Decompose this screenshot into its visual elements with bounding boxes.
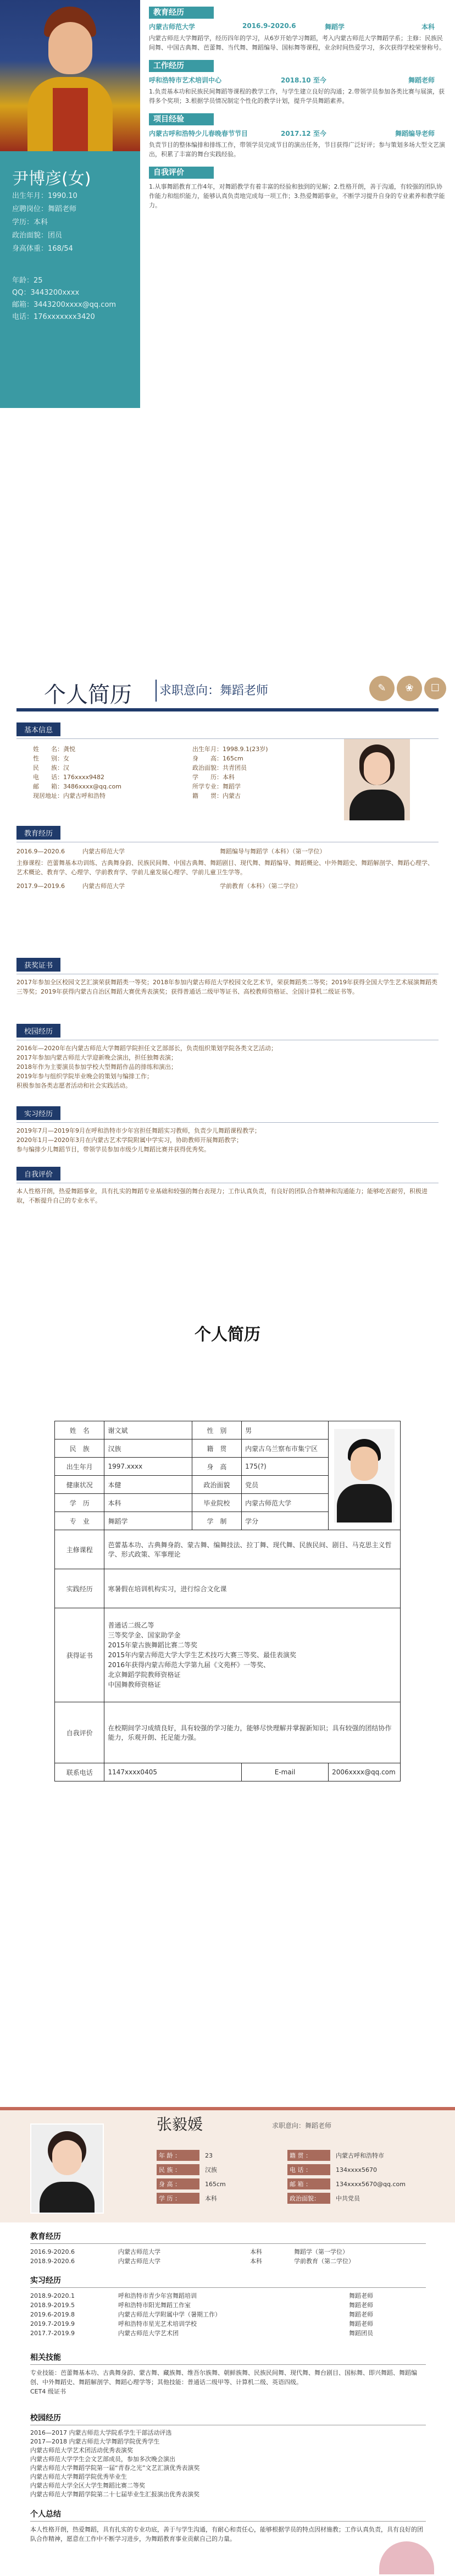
info-value: 134xxxx5670@qq.com bbox=[336, 2180, 406, 2188]
cell-label: 实践经历 bbox=[55, 1569, 104, 1608]
project-name: 内蒙古呼和浩特少儿春晚春节节目 bbox=[149, 130, 248, 137]
section-header-self: 自我评价 bbox=[149, 167, 214, 179]
section-header-summary: 个人总结 bbox=[30, 2510, 61, 2519]
edu-major: 舞蹈编导与舞蹈学（本科）（第一学位） bbox=[220, 848, 326, 855]
info-value: 134xxxx5670 bbox=[336, 2166, 378, 2174]
edu-date: 2017.9—2019.6 bbox=[16, 882, 65, 890]
table-row bbox=[55, 1608, 401, 1702]
basic-email: 邮 箱：3486xxxx@qq.com bbox=[33, 783, 121, 790]
edu-major: 舞蹈学（第一学位） bbox=[294, 2248, 348, 2255]
cell-value: 男 bbox=[242, 1421, 329, 1439]
skills-desc: 专业技能：芭蕾舞基本功、古典舞身韵、蒙古舞、藏族舞、维吾尔族舞、朝鲜族舞、民族民间舞、现代舞、舞台剧目、国标舞、即兴舞蹈、舞蹈编创、中外舞蹈史、舞蹈解剖学、舞蹈心理学等；其他技能：普通话二级甲等、计算机二级、英语四级。 bbox=[30, 2369, 417, 2386]
basic-phone: 电 话：176xxxx9482 bbox=[33, 774, 105, 781]
intern-date: 2018.9-2020.1 bbox=[30, 2292, 75, 2299]
intern-section bbox=[30, 2275, 426, 2338]
info-row bbox=[157, 2163, 431, 2177]
date: 2017.12 至今 bbox=[281, 130, 326, 137]
intern-org: 呼和浩特市阳光舞蹈工作室 bbox=[118, 2302, 191, 2309]
info-item: 出生年月：1990.10 bbox=[12, 192, 77, 200]
campus-item: 积极参加各类志愿者活动和社会实践活动。 bbox=[16, 1082, 131, 1089]
info-label: 电 话 ： bbox=[287, 2164, 330, 2175]
info-grid bbox=[157, 2148, 431, 2205]
date: 2018.10 至今 bbox=[281, 76, 326, 84]
info-value: 内蒙古呼和浩特市 bbox=[336, 2152, 384, 2159]
cell-label: 毕业院校 bbox=[192, 1494, 241, 1512]
intern-role: 舞蹈老师 bbox=[349, 2311, 373, 2318]
practice-item: 参与编排少儿舞蹈节目，带领学员参加市级少儿舞蹈比赛并获得优秀奖。 bbox=[16, 1146, 210, 1153]
cell-label: 籍 贯 bbox=[192, 1439, 241, 1458]
cell-value: 舞蹈学 bbox=[104, 1512, 192, 1530]
campus-item: 内蒙古师范大学舞蹈学院第一届“青春之光”文艺汇演优秀表演奖 bbox=[30, 2464, 200, 2472]
table-row bbox=[55, 1530, 401, 1569]
intern-date: 2019.6-2019.8 bbox=[30, 2311, 75, 2318]
cert-desc: 2017年参加全区校园文艺汇演荣获舞蹈类一等奖；2018年参加内蒙古师范大学校园文化艺术节，荣获舞蹈类二等奖；2019年获得全国大学生艺术展演舞蹈类三等奖；2019年获得内蒙古自治区舞蹈大赛优秀表演奖；获得普通话二级甲等证书、高校教师资格证、全国计算机二级证书等。 bbox=[16, 979, 437, 995]
basic-gender: 性 别：女 bbox=[33, 755, 69, 762]
resume-4-name: 张毅媛 bbox=[157, 2115, 203, 2133]
edu-date: 2018.9-2020.6 bbox=[30, 2258, 75, 2265]
education-desc: 主修课程：芭蕾舞基本功训练、古典舞身韵、民族民间舞、中国古典舞、舞蹈剧目、现代舞、舞蹈编导、舞蹈概论、中外舞蹈史、舞蹈解剖学、舞蹈心理学、艺术概论、教育学、心理学、学前教育学、学前儿童发展心理学、学前儿童卫生学等。 bbox=[16, 859, 434, 876]
intern-date: 2019.7-2019.9 bbox=[30, 2320, 75, 2327]
personal-info-list bbox=[12, 190, 133, 256]
work-desc: 1.负责基本功和民族民间舞蹈等课程的教学工作，与学生建立良好的沟通；2.带领学员参加各类比赛与展演，获得多个奖项；3.根据学员情况制定个性化的教学计划，提升学员舞蹈素养。 bbox=[149, 88, 445, 104]
resume-2 bbox=[0, 408, 455, 1244]
cell-value: 1147xxxx0405 bbox=[104, 1763, 242, 1781]
info-label: 民 族 ： bbox=[157, 2164, 199, 2175]
cell-value: 汉族 bbox=[104, 1439, 192, 1458]
cell-label: 性 别 bbox=[192, 1421, 241, 1439]
edu-major: 学前教育（第二学位） bbox=[294, 2258, 354, 2265]
section-header-practice: 实习经历 bbox=[16, 1106, 60, 1120]
section-rule bbox=[30, 2287, 426, 2288]
photo-face bbox=[48, 22, 92, 74]
section-header-work: 工作经历 bbox=[149, 60, 214, 72]
intern-org: 呼和浩特市星光艺术培训学校 bbox=[118, 2320, 197, 2327]
table-row bbox=[55, 1569, 401, 1608]
section-rule bbox=[30, 2243, 426, 2244]
intern-row bbox=[30, 2291, 426, 2301]
award-item: 北京舞蹈学院教师资格证 bbox=[108, 1671, 181, 1679]
award-item: 2015年蒙古族舞蹈比赛二等奖 bbox=[108, 1641, 198, 1649]
section-rule bbox=[30, 2364, 426, 2365]
self-section bbox=[16, 1167, 439, 1205]
cell-value: 内蒙古乌兰察布市集宁区 bbox=[242, 1439, 329, 1458]
table-row bbox=[55, 1421, 401, 1439]
info-label: 邮 箱 ： bbox=[287, 2178, 330, 2189]
profile-photo bbox=[0, 0, 140, 151]
award-item: 三等奖学金、国家助学金 bbox=[108, 1631, 181, 1639]
intern-date: 2018.9-2019.5 bbox=[30, 2302, 75, 2309]
info-label: 身 高 ： bbox=[157, 2178, 199, 2189]
table-row bbox=[55, 1702, 401, 1763]
cell-value: 党员 bbox=[242, 1476, 329, 1494]
info-item: 学历：本科 bbox=[12, 218, 48, 227]
practice-item: 2019年7月—2019年9月在呼和浩特市少年宫担任舞蹈实习教师，负责少儿舞蹈课程教学； bbox=[16, 1127, 260, 1134]
section-rule bbox=[30, 2521, 426, 2522]
school: 内蒙古师范大学 bbox=[149, 23, 196, 31]
project-row bbox=[149, 129, 446, 138]
basic-politic: 政治面貌：共青团员 bbox=[192, 764, 247, 771]
resume-1-sidebar bbox=[0, 0, 140, 408]
resume-table bbox=[54, 1421, 401, 1781]
section-header-project: 项目经验 bbox=[149, 113, 214, 125]
campus-item: 2019年参与组织学院毕业晚会的策划与编排工作； bbox=[16, 1073, 153, 1080]
cell-label: 学 历 bbox=[55, 1494, 104, 1512]
degree: 本科 bbox=[421, 23, 435, 31]
intern-org: 内蒙古师范大学艺术团 bbox=[118, 2330, 179, 2337]
campus-item: 内蒙古师范大学舞蹈学院第二十七届毕业生汇报演出优秀表演奖 bbox=[30, 2491, 199, 2498]
basic-birth: 出生年月：1998.9.1(23岁) bbox=[192, 746, 268, 753]
contact-item: 年龄：25 bbox=[12, 277, 43, 285]
summary-desc: 本人性格开朗，热爱舞蹈，具有扎实的专业功底，善于与学生沟通，有耐心和责任心，能够根据学员的特点因材施教；工作认真负责，具有良好的团队合作精神，愿意在工作中不断学习进步，为舞蹈教育事业贡献自己的力量。 bbox=[30, 2526, 423, 2542]
info-value: 本科 bbox=[205, 2195, 217, 2202]
intern-role: 舞蹈老师 bbox=[349, 2320, 373, 2327]
basic-right bbox=[192, 744, 313, 801]
cell-label: E-mail bbox=[242, 1763, 329, 1781]
major: 舞蹈学 bbox=[325, 23, 345, 31]
pen-icon: ✎ bbox=[369, 676, 395, 701]
contact-info-list bbox=[12, 275, 133, 323]
work-row bbox=[149, 75, 446, 85]
education-row bbox=[149, 22, 446, 31]
basic-address: 现居地址：内蒙古呼和浩特 bbox=[33, 792, 106, 799]
table-row bbox=[55, 1763, 401, 1781]
cell-value: 175(?) bbox=[242, 1458, 329, 1476]
job-intent: 求职意向：舞蹈老师 bbox=[159, 684, 269, 698]
edu-school: 内蒙古师范大学 bbox=[82, 882, 125, 890]
intern-row bbox=[30, 2310, 426, 2319]
contact-item: 邮箱：3443200xxxx@qq.com bbox=[12, 301, 116, 309]
resume-3-title: 个人简历 bbox=[195, 1325, 260, 1344]
campus-item: 2017年参加内蒙古师范大学迎新晚会演出，担任独舞表演； bbox=[16, 1054, 177, 1061]
practice-list bbox=[16, 1126, 439, 1154]
photo-costume-center bbox=[53, 88, 88, 151]
education-row bbox=[16, 881, 439, 891]
profile-photo bbox=[334, 1429, 395, 1523]
section-header-skills: 相关技能 bbox=[30, 2353, 61, 2362]
campus-item: 内蒙古师范大学艺术团活动优秀表演奖 bbox=[30, 2447, 133, 2454]
section-header-education: 教育经历 bbox=[30, 2232, 61, 2241]
contact-item: 电话：176xxxxxxx3420 bbox=[12, 313, 95, 321]
award-item: 普通话二级乙等 bbox=[108, 1621, 154, 1629]
award-item: 中国舞教师资格证 bbox=[108, 1681, 161, 1689]
skills-section bbox=[30, 2352, 426, 2396]
basic-nation: 民 族：汉 bbox=[33, 764, 69, 771]
skills-tail: CET4 级证书 bbox=[30, 2388, 66, 2395]
section-rule bbox=[16, 1122, 439, 1123]
info-label: 学 历 ： bbox=[157, 2193, 199, 2204]
cell-value: 学分 bbox=[242, 1512, 329, 1530]
section-header-basic: 基本信息 bbox=[16, 722, 60, 736]
edu-degree: 本科 bbox=[250, 2258, 262, 2265]
info-item: 应聘岗位：舞蹈老师 bbox=[12, 205, 77, 213]
edu-date: 2016.9—2020.6 bbox=[16, 848, 65, 855]
cell-value: 本科 bbox=[104, 1494, 192, 1512]
basic-height: 身 高：165cm bbox=[192, 755, 243, 762]
cell-label: 姓 名 bbox=[55, 1421, 104, 1439]
cell-label: 身 高 bbox=[192, 1458, 241, 1476]
education-section bbox=[16, 826, 439, 891]
cell-value: 本健 bbox=[104, 1476, 192, 1494]
campus-item: 2016—2017 内蒙古师范大学院系学生干部活动评选 bbox=[30, 2429, 172, 2436]
info-label: 年 龄 ： bbox=[157, 2150, 199, 2161]
profile-photo bbox=[30, 2123, 104, 2214]
resume-1-name: 尹博彦(女) bbox=[12, 169, 91, 189]
cell-label: 出生年月 bbox=[55, 1458, 104, 1476]
resume-1 bbox=[0, 0, 455, 408]
intern-role: 舞蹈老师 bbox=[349, 2292, 373, 2299]
header-rule bbox=[16, 708, 439, 711]
campus-list bbox=[30, 2429, 426, 2499]
intern-row bbox=[30, 2301, 426, 2310]
info-item: 身高体重：168/54 bbox=[12, 245, 73, 253]
intern-org: 内蒙古师范大学附属中学（暑期工作） bbox=[118, 2311, 221, 2318]
edu-school: 内蒙古师范大学 bbox=[118, 2248, 160, 2255]
contact-item: QQ：3443200xxxx bbox=[12, 289, 80, 297]
box-icon: ☐ bbox=[424, 677, 446, 699]
section-header-education: 教育经历 bbox=[149, 7, 214, 19]
info-value: 中共党员 bbox=[336, 2195, 360, 2202]
info-row bbox=[157, 2191, 431, 2205]
cell-value: 内蒙古师范大学 bbox=[242, 1494, 329, 1512]
self-desc: 本人性格开朗，热爱舞蹈事业，具有扎实的舞蹈专业基础和较强的舞台表现力；工作认真负责，有良好的团队合作精神和沟通能力；能够吃苦耐劳，积极进取，不断提升自己的专业水平。 bbox=[16, 1188, 428, 1204]
cell-value: 在校期间学习成绩良好，具有较强的学习能力，能够尽快理解并掌握新知识；具有较强的团结协作能力，乐观开朗、托足能力强。 bbox=[104, 1702, 401, 1763]
basic-degree: 学 历：本科 bbox=[192, 774, 235, 781]
company: 呼和浩特市艺术培训中心 bbox=[149, 76, 222, 84]
info-value: 165cm bbox=[205, 2180, 226, 2188]
basic-left bbox=[33, 744, 165, 801]
campus-item: 内蒙古师范大学学生会文艺部成员，参加多次晚会演出 bbox=[30, 2456, 175, 2463]
cell-value: 2006xxxx@qq.com bbox=[329, 1763, 401, 1781]
education-section bbox=[30, 2231, 426, 2266]
info-label: 籍 贯 ： bbox=[287, 2150, 330, 2161]
intern-role: 舞蹈老师 bbox=[349, 2302, 373, 2309]
section-header-campus: 校园经历 bbox=[16, 1024, 60, 1038]
campus-item: 2017—2018 内蒙古师范大学舞蹈学院优秀学生 bbox=[30, 2438, 160, 2445]
info-row bbox=[157, 2148, 431, 2163]
edu-school: 内蒙古师范大学 bbox=[118, 2258, 160, 2265]
cell-value: 谢文斌 bbox=[104, 1421, 192, 1439]
role: 舞蹈编导老师 bbox=[395, 130, 435, 137]
campus-item: 内蒙古师范大学舞蹈学院优秀毕业生 bbox=[30, 2473, 127, 2480]
campus-item: 2016年—2020年在内蒙古师范大学舞蹈学院担任文艺部部长，负责组织策划学院各类文艺活动； bbox=[16, 1045, 277, 1052]
basic-city: 籍 贯：内蒙古 bbox=[192, 792, 241, 799]
intern-date: 2017.7-2019.9 bbox=[30, 2330, 75, 2337]
self-desc: 1.从事舞蹈教育工作4年，对舞蹈教学有着丰富的经验和独到的见解；2.性格开朗，善于沟通，有较强的团队协作能力和组织能力，能够认真负责地完成每一项工作；3.热爱舞蹈事业，不断学习提升自身的专业素养和教学能力。 bbox=[149, 183, 445, 209]
resume-3 bbox=[0, 1244, 455, 2047]
intern-role: 舞蹈团员 bbox=[349, 2330, 373, 2337]
cell-label: 主修课程 bbox=[55, 1530, 104, 1569]
cell-label: 专 业 bbox=[55, 1512, 104, 1530]
award-item: 2015年内蒙古师范大学大学生艺术技巧大赛三等奖、最佳表演奖 bbox=[108, 1651, 297, 1659]
cell-label: 民 族 bbox=[55, 1439, 104, 1458]
education-desc: 内蒙古师范大学舞蹈学，经历四年的学习，从6岁开始学习舞蹈，考入内蒙古师范大学舞蹈学系；主修：民族民间舞、中国古典舞、芭蕾舞、当代舞、舞蹈编导、国标舞等课程，业余时间热爱学习，多次获得学校荣誉称号。 bbox=[149, 35, 445, 51]
cell-value bbox=[104, 1608, 401, 1702]
basic-name: 姓 名：龚悦 bbox=[33, 746, 75, 753]
profile-photo bbox=[344, 739, 410, 820]
cell-label: 政治面貌 bbox=[192, 1476, 241, 1494]
cert-section bbox=[16, 958, 439, 996]
edu-degree: 本科 bbox=[250, 2248, 262, 2255]
practice-item: 2020年1月—2020年3月在内蒙古艺术学院附属中学实习，协助教师开展舞蹈教学； bbox=[16, 1137, 242, 1144]
intern-row bbox=[30, 2329, 426, 2338]
cell-value: 寒暑假在培训机构实习，进行综合文化课 bbox=[104, 1569, 401, 1608]
edu-date: 2016.9-2020.6 bbox=[30, 2248, 75, 2255]
date: 2016.9-2020.6 bbox=[242, 22, 296, 30]
campus-item: 2018年作为主要演员参加学校大型舞蹈作品的排练和演出； bbox=[16, 1063, 177, 1071]
resume-2-title: 个人简历 bbox=[44, 682, 132, 708]
project-desc: 负责节目的整体编排和排练工作，带领学员完成节目的演出任务，节目获得广泛好评；参与策划多场大型文艺演出，积累了丰富的舞台实践经验。 bbox=[149, 141, 445, 158]
job-intent: 求职意向：舞蹈老师 bbox=[272, 2122, 332, 2130]
campus-section bbox=[16, 1024, 439, 1090]
title-divider bbox=[156, 680, 157, 702]
education-row bbox=[30, 2247, 426, 2257]
section-header-self: 自我评价 bbox=[16, 1167, 60, 1181]
basic-major: 所学专业：舞蹈学 bbox=[192, 783, 241, 790]
info-value: 23 bbox=[205, 2152, 213, 2159]
edu-major: 学前教育（本科）（第二学位） bbox=[220, 882, 302, 890]
intern-row bbox=[30, 2319, 426, 2329]
summary-section bbox=[30, 2508, 426, 2544]
role: 舞蹈老师 bbox=[408, 76, 435, 84]
cell-label: 健康状况 bbox=[55, 1476, 104, 1494]
resume-4 bbox=[0, 2047, 455, 2576]
resume-1-main bbox=[140, 0, 455, 210]
campus-item: 内蒙古师范大学全区大学生舞蹈比赛二等奖 bbox=[30, 2482, 145, 2489]
info-row bbox=[157, 2177, 431, 2191]
cell-label: 获得证书 bbox=[55, 1608, 104, 1702]
award-item: 2016年获得内蒙古师范大学第九届《文苑杯》一等奖、 bbox=[108, 1661, 270, 1669]
section-header-cert: 获奖证书 bbox=[16, 958, 60, 972]
edu-school: 内蒙古师范大学 bbox=[82, 848, 125, 855]
basic-info-section bbox=[16, 722, 439, 821]
cell-value: 1997.xxxx bbox=[104, 1458, 192, 1476]
cell-label: 学 制 bbox=[192, 1512, 241, 1530]
photo-cell bbox=[329, 1421, 401, 1530]
flower-icon: ❀ bbox=[397, 676, 422, 701]
education-row bbox=[30, 2257, 426, 2266]
campus-section bbox=[30, 2412, 426, 2499]
cell-label: 联系电话 bbox=[55, 1763, 104, 1781]
section-header-intern: 实习经历 bbox=[30, 2276, 61, 2285]
practice-section bbox=[16, 1106, 439, 1154]
info-value: 汉族 bbox=[205, 2166, 217, 2174]
section-header-campus: 校园经历 bbox=[30, 2414, 61, 2423]
education-row bbox=[16, 847, 439, 856]
cell-value: 芭蕾基本功、古典舞身韵、蒙古舞、编舞技法、拉丁舞、现代舞、民族民间、剧目、马克思主义哲学、形式政策、军事理论 bbox=[104, 1530, 401, 1569]
info-item: 政治面貌：团员 bbox=[12, 231, 63, 240]
intern-org: 呼和浩特市青少年宫舞蹈培训 bbox=[118, 2292, 197, 2299]
header-rule bbox=[0, 2107, 455, 2110]
section-header-education: 教育经历 bbox=[16, 826, 60, 840]
cell-label: 自我评价 bbox=[55, 1702, 104, 1763]
campus-list bbox=[16, 1044, 439, 1090]
info-label: 政治面貌： bbox=[287, 2193, 330, 2204]
flower-decoration bbox=[379, 2541, 434, 2574]
